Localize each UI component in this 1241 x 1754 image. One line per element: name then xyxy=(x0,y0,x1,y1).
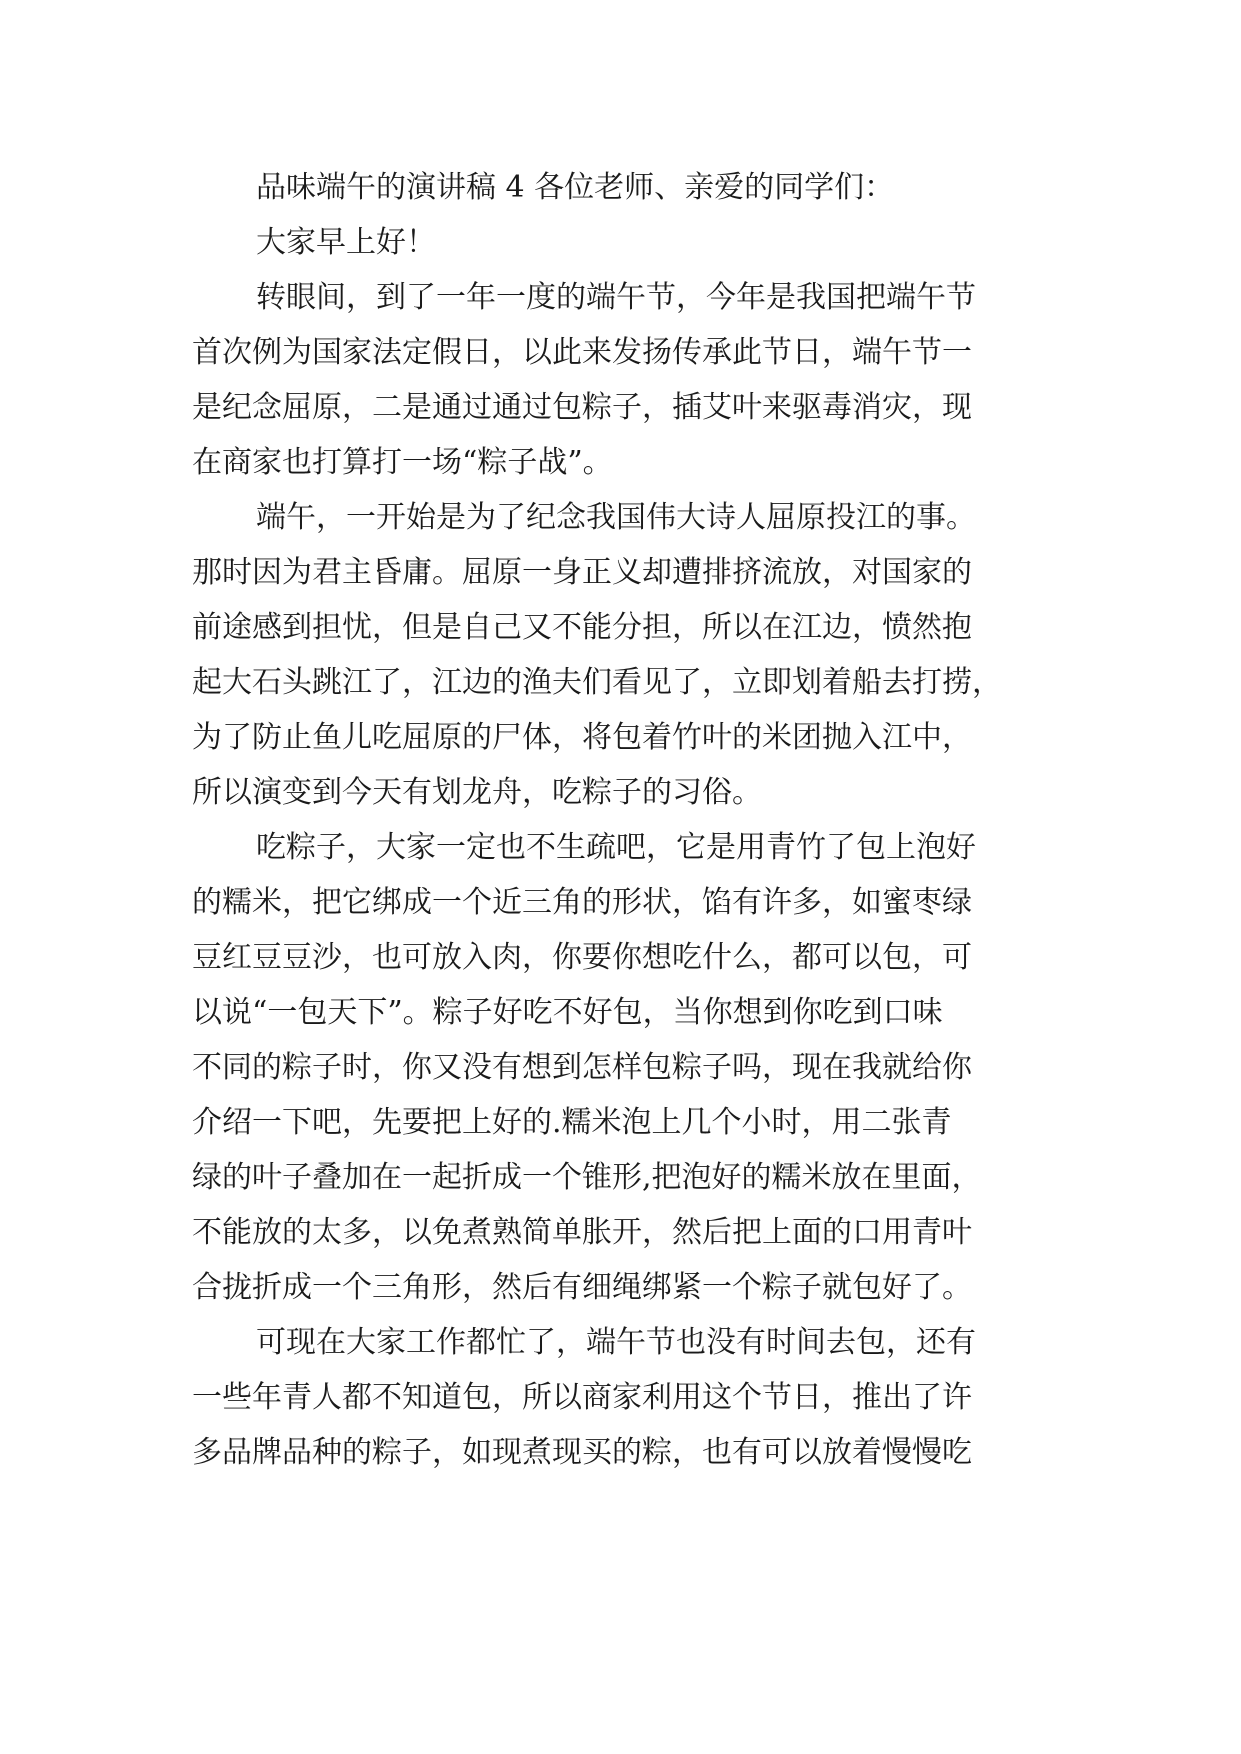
paragraph-line: 绿的叶子叠加在一起折成一个锥形,把泡好的糯米放在里面， xyxy=(192,1160,982,1195)
paragraph-line: 吃粽子，大家一定也不生疏吧，它是用青竹了包上泡好 xyxy=(256,830,976,865)
document-title-line: 品味端午的演讲稿 4 各位老师、亲爱的同学们： xyxy=(256,170,895,205)
paragraph-line: 端午，一开始是为了纪念我国伟大诗人屈原投江的事。 xyxy=(256,500,976,535)
paragraph-4 xyxy=(192,1315,1054,1480)
paragraph-line: 的糯米，把它绑成一个近三角的形状，馅有许多，如蜜枣绿 xyxy=(192,885,972,920)
paragraph-line: 不能放的太多，以免煮熟简单胀开，然后把上面的口用青叶 xyxy=(192,1215,972,1250)
paragraph-line: 介绍一下吧，先要把上好的.糯米泡上几个小时，用二张青 xyxy=(192,1105,952,1140)
document-page xyxy=(192,160,1054,1480)
paragraph-line: 所以演变到今天有划龙舟，吃粽子的习俗。 xyxy=(192,775,762,810)
greeting-line: 大家早上好！ xyxy=(256,225,436,260)
paragraph-line: 转眼间，到了一年一度的端午节，今年是我国把端午节 xyxy=(256,280,976,315)
paragraph-line: 起大石头跳江了，江边的渔夫们看见了，立即划着船去打捞， xyxy=(192,665,1002,700)
paragraph-3 xyxy=(192,820,1054,1315)
paragraph-line: 那时因为君主昏庸。屈原一身正义却遭排挤流放，对国家的 xyxy=(192,555,972,590)
paragraph-1 xyxy=(192,270,1054,490)
paragraph-line: 前途感到担忧，但是自己又不能分担，所以在江边，愤然抱 xyxy=(192,610,972,645)
paragraph-line: 在商家也打算打一场“粽子战”。 xyxy=(192,445,613,480)
paragraph-line: 首次例为国家法定假日，以此来发扬传承此节日，端午节一 xyxy=(192,335,972,370)
paragraph-line: 一些年青人都不知道包，所以商家利用这个节日，推出了许 xyxy=(192,1380,972,1415)
paragraph-line: 是纪念屈原，二是通过通过包粽子，插艾叶来驱毒消灾，现 xyxy=(192,390,972,425)
paragraph-line: 多品牌品种的粽子，如现煮现买的粽，也有可以放着慢慢吃 xyxy=(192,1435,972,1470)
paragraph-line: 合拢折成一个三角形，然后有细绳绑紧一个粽子就包好了。 xyxy=(192,1270,972,1305)
paragraph-line: 豆红豆豆沙，也可放入肉，你要你想吃什么，都可以包，可 xyxy=(192,940,972,975)
paragraph-line: 为了防止鱼儿吃屈原的尸体，将包着竹叶的米团抛入江中， xyxy=(192,720,972,755)
paragraph-line: 以说“一包天下”。粽子好吃不好包，当你想到你吃到口味 xyxy=(192,995,943,1030)
paragraph-2 xyxy=(192,490,1054,820)
paragraph-line: 不同的粽子时，你又没有想到怎样包粽子吗，现在我就给你 xyxy=(192,1050,972,1085)
paragraph-line: 可现在大家工作都忙了，端午节也没有时间去包，还有 xyxy=(256,1325,976,1360)
